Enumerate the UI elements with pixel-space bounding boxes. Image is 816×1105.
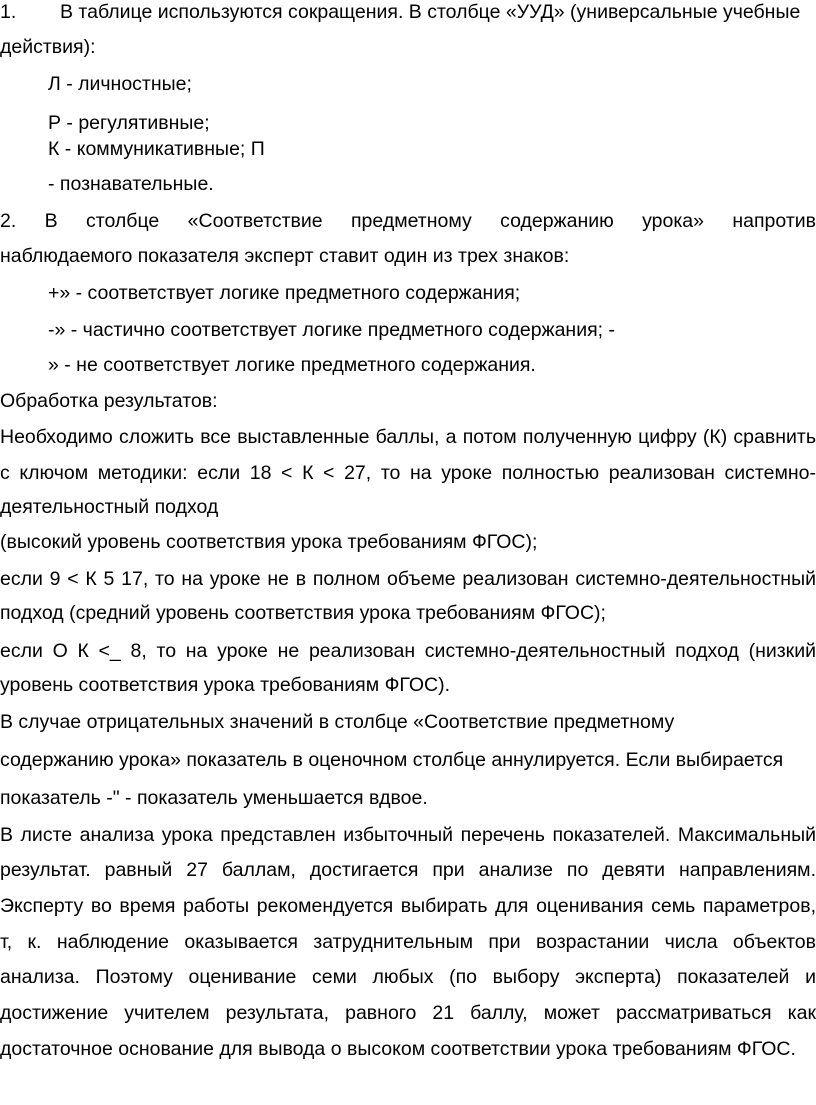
abbr-kommunikativnye: К - коммуникативные; П — [48, 138, 265, 160]
para-1-line-3: деятельностный подход — [0, 496, 219, 518]
para-4-line-3: показатель -" - показатель уменьшается вдвое. — [0, 787, 428, 809]
para-5-line-1: В листе анализа урока представлен избыточный перечень показателей. Максимальный — [0, 824, 816, 846]
item-1-text: В таблице используются сокращения. В столбце «УУД» (универсальные учебные — [60, 1, 801, 23]
para-5-line-3: Эксперту во время работы рекомендуется выбирать для оценивания семь параметров, — [0, 895, 816, 917]
para-5-line-6: достижение учителем результата, равного 21 баллу, может рассматриваться как — [0, 1002, 816, 1024]
para-4-line-1: В случае отрицательных значений в столбце «Соответствие предметному — [0, 711, 675, 733]
para-2-line-2: подход (средний уровень соответствия урока требованиям ФГОС); — [0, 602, 606, 624]
item-1-line-2: действия): — [0, 36, 96, 58]
item-2-line-2: наблюдаемого показателя эксперт ставит один из трех знаков: — [0, 245, 570, 267]
sign-minus: » - не соответствует логике предметного содержания. — [48, 354, 536, 376]
para-5-line-2: результат. равный 27 баллам, достигается при анализе по девяти направлениям. — [0, 859, 816, 881]
sign-plus: +» - соответствует логике предметного содержания; — [48, 282, 521, 304]
para-4-line-2: содержанию урока» показатель в оценочном столбце аннулируется. Если выбирается — [0, 749, 784, 771]
para-3-line-1: если О К <_ 8, то на уроке не реализован системно-деятельностный подход (низкий — [0, 640, 816, 662]
item-2-line-1: 2. В столбце «Соответствие предметному содержанию урока» напротив — [0, 210, 816, 232]
para-1-line-1: Необходимо сложить все выставленные баллы, а потом полученную цифру (К) сравнить — [0, 426, 816, 448]
sign-partial: -» - частично соответствует логике предметного содержания; - — [48, 319, 615, 341]
para-1-line-4: (высокий уровень соответствия урока требованиям ФГОС); — [0, 531, 538, 553]
para-2-line-1: если 9 < К 5 17, то на уроке не в полном объеме реализован системно-деятельностный — [0, 568, 816, 590]
para-1-line-2: с ключом методики: если 18 < К < 27, то на уроке полностью реализован системно- — [0, 462, 816, 484]
abbr-lichnostnye: Л - личностные; — [48, 73, 192, 95]
processing-heading: Обработка результатов: — [0, 390, 218, 412]
para-3-line-2: уровень соответствия урока требованиям ФГОС). — [0, 674, 451, 696]
para-5-line-5: анализа. Поэтому оценивание семи любых (по выбору эксперта) показателей и — [0, 966, 816, 988]
abbr-poznavatelnye: - познавательные. — [48, 173, 214, 195]
item-1-number: 1. — [0, 1, 17, 23]
para-5-line-7: достаточное основание для вывода о высоком соответствии урока требованиям ФГОС. — [0, 1038, 796, 1060]
abbr-regulyativnye: Р - регулятивные; — [48, 112, 210, 134]
para-5-line-4: т, к. наблюдение оказывается затруднительным при возрастании числа объектов — [0, 931, 816, 953]
